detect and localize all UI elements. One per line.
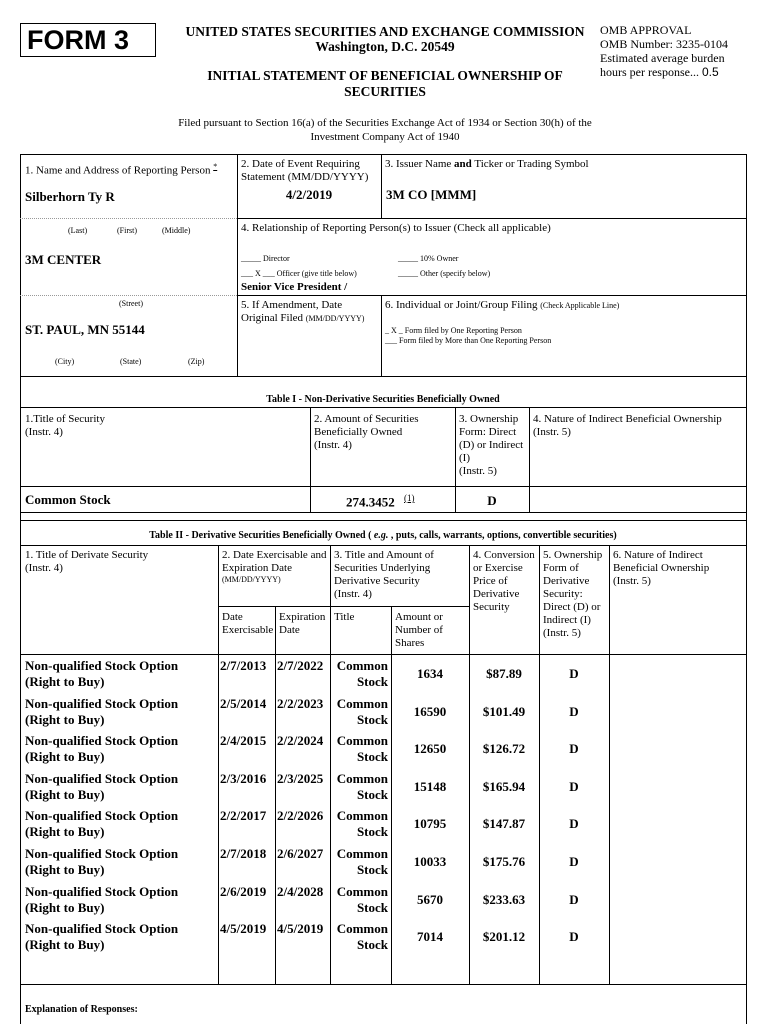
table2-row-expiration: 2/2/2023 [277,695,324,711]
table2-row-security-line: (Right to Buy) [25,749,105,765]
label-state: (State) [120,357,142,366]
relationship-director[interactable]: _____ Director [241,254,290,263]
table2-row-security [25,808,215,840]
table1-col4-header: 4. Nature of Indirect Beneficial Ownership (Instr. 5) [533,413,722,438]
table2-row-security-line: (Right to Buy) [25,937,105,953]
table2-row-security-line: Non-qualified Stock Option [25,770,179,786]
table2-row-security-line: Non-qualified Stock Option [25,808,179,824]
table2-row-expiration: 4/5/2019 [277,921,324,937]
table2-row-security [25,658,215,690]
table2-row-amount: 12650 [413,741,447,757]
table2-row-exercisable: 2/3/2016 [220,770,267,786]
table1-row-footnote[interactable]: (1) [404,493,415,503]
table2-title: Table II - Derivative Securities Beneficially Owned ( e.g. , puts, calls, warrants, options, convertible securities) [149,530,617,541]
table2-row-exercisable: 2/7/2013 [220,658,267,673]
table2-col1-header: 1. Title of Derivate Security (Instr. 4) [25,549,149,574]
street-address: 3M CENTER [25,252,102,267]
table2-row-price: $87.89 [486,666,522,681]
table2-row-price: $165.94 [482,778,526,794]
table2-row-underlying-title-line: Common [336,846,388,861]
table2-sub-amount: Amount or Number of Shares [395,611,443,649]
table1-col2-header: 2. Amount of Securities Beneficially Owned (Instr. 4) [314,413,419,451]
reporting-person-name: Silberhorn Ty R [25,189,115,204]
form-title-line2: SECURITIES [344,84,426,99]
relationship-other[interactable]: _____ Other (specify below) [398,269,491,278]
table2-row-exercisable: 2/4/2015 [220,733,267,749]
table2-row-exercisable: 4/5/2019 [220,921,267,937]
filed-by-one[interactable]: _ X _ Form filed by One Reporting Person [385,326,522,335]
table2-row-amount: 1634 [417,666,443,681]
table2-row-ownership-form: D [569,703,579,719]
table2-row-underlying-title-line: Common [336,921,388,937]
table2-row-underlying-title [330,696,388,728]
table2-row-underlying-title-line: Stock [356,711,388,727]
table2-row-underlying-title [330,658,388,690]
table2-row-expiration: 2/2/2026 [277,808,324,824]
table2-row-amount: 5670 [417,891,443,907]
table2-row-amount: 10033 [413,854,447,869]
omb-box [600,23,760,79]
table1-row-form: D [487,493,497,508]
table2-row-underlying-title-line: Stock [356,862,388,877]
label-first: (First) [117,226,137,235]
table2-row-security-line: Non-qualified Stock Option [25,733,179,749]
table2-row-security [25,733,215,765]
table2-row-underlying-title [330,771,388,803]
table2-row-price: $147.87 [482,816,526,832]
issuer-name: 3M CO [MMM] [386,187,477,202]
table2-row-security [25,696,215,728]
table2-row-underlying-title [330,921,388,953]
box1-footnote-mark: * [213,162,218,171]
table2-row-ownership-form: D [569,816,579,832]
table2-row-underlying-title-line: Common [336,808,388,824]
table1-title: Table I - Non-Derivative Securities Beneficially Owned [266,394,500,405]
city-state-zip: ST. PAUL, MN 55144 [25,322,145,337]
table2-row-underlying-title [330,733,388,765]
table2-row-security-line: Non-qualified Stock Option [25,695,179,711]
label-last: (Last) [68,226,88,235]
table2-row-underlying-title [330,808,388,840]
table2-row-security-line: (Right to Buy) [25,674,105,689]
form-title-line1: INITIAL STATEMENT OF BENEFICIAL OWNERSHIP OF [207,68,563,83]
omb-burden-value: 0.5 [701,65,719,79]
agency-location: Washington, D.C. 20549 [315,39,455,54]
label-zip: (Zip) [188,357,205,366]
table2-row-amount: 16590 [413,703,447,719]
table2-row-exercisable: 2/2/2017 [220,808,267,824]
agency-name: UNITED STATES SECURITIES AND EXCHANGE COMMISSION [185,24,585,39]
table2-row-security [25,884,215,916]
table2-row-security-line: Non-qualified Stock Option [25,846,179,861]
table2-row-exercisable: 2/5/2014 [220,695,267,711]
table2-row-price: $101.49 [482,703,526,719]
table2-row-underlying-title-line: Common [336,770,388,786]
table2-row-price: $126.72 [482,741,526,757]
filed-pursuant-line2: Investment Company Act of 1940 [310,131,460,143]
omb-approval: OMB APPROVAL [600,23,692,37]
table2-sub-date-exercisable: Date Exercisable [222,611,274,636]
table2-row-exercisable: 2/7/2018 [220,846,267,861]
table2-row-security-line: Non-qualified Stock Option [25,658,179,673]
table2-row-ownership-form: D [569,666,579,681]
table2-row-security [25,771,215,803]
table2-sub-expiration: Expiration Date [279,611,326,636]
table2-row-security-line: (Right to Buy) [25,786,105,802]
table2-row-underlying-title-line: Stock [356,824,388,840]
omb-burden-line2: hours per response... 0.5 [600,65,719,79]
table2-row-security-line: (Right to Buy) [25,824,105,840]
table2-row-ownership-form: D [569,778,579,794]
table2-sub-title: Title [334,611,355,623]
table2-col6-header: 6. Nature of Indirect Beneficial Ownership (Instr. 5) [613,549,710,587]
table2-row-ownership-form: D [569,929,579,945]
table2-row-security-line: Non-qualified Stock Option [25,883,179,899]
table2-col5-header: 5. Ownership Form of Derivative Security: Direct (D) or Indirect (I) (Instr. 5) [543,549,603,639]
table2-row-amount: 7014 [417,929,443,945]
table2-row-underlying-title [330,846,388,878]
table2-row-underlying-title-line: Common [336,733,388,749]
table1-col3-header: 3. Ownership Form: Direct (D) or Indirect (I) (Instr. 5) [459,413,524,477]
explanation-label: Explanation of Responses: [25,1004,138,1015]
table2-row-underlying-title-line: Stock [356,674,388,689]
omb-burden-line1: Estimated average burden [600,51,725,65]
table2-row-underlying-title-line: Stock [356,749,388,765]
table2-row-expiration: 2/4/2028 [277,883,324,899]
form-label: FORM 3 [20,23,156,57]
relationship-officer[interactable]: ___ X ___ Officer (give title below) [241,269,357,278]
table2-row-ownership-form: D [569,854,579,869]
table2-row-security [25,846,215,878]
table2-col2-header: 2. Date Exercisable and Expiration Date (MM/DD/YYYY) [222,549,327,584]
table2-row-price: $175.76 [482,854,526,869]
table2-col4-header: 4. Conversion or Exercise Price of Derivative Security [473,549,535,613]
table2-row-underlying-title [330,884,388,916]
table2-row-amount: 10795 [413,816,447,832]
filed-pursuant-line1: Filed pursuant to Section 16(a) of the Securities Exchange Act of 1934 or Section 30(h) of the [178,117,592,129]
event-date: 4/2/2019 [285,187,333,202]
table2-row-exercisable: 2/6/2019 [220,883,267,899]
relationship-ten-percent-owner[interactable]: _____ 10% Owner [398,254,459,263]
table2-row-expiration: 2/6/2027 [277,846,324,861]
table2-row-underlying-title-line: Common [336,883,388,899]
table1-row-title: Common Stock [25,492,111,507]
table2-row-security-line: Non-qualified Stock Option [25,921,179,937]
table2-row-security-line: (Right to Buy) [25,862,105,877]
table2-row-price: $201.12 [482,929,526,945]
table2-row-ownership-form: D [569,891,579,907]
box1-label: 1. Name and Address of Reporting Person * [25,162,218,177]
omb-number: OMB Number: 3235-0104 [600,37,728,51]
table2-row-underlying-title-line: Stock [356,899,388,915]
table2-col3-header: 3. Title and Amount of Securities Underlying Derivative Security (Instr. 4) [334,549,434,600]
table2-row-underlying-title-line: Common [336,695,388,711]
table1-row-amount: 274.3452 $^{(1)}$ [346,493,415,510]
label-middle: (Middle) [162,226,191,235]
table2-row-expiration: 2/7/2022 [277,658,324,673]
table1-col1-header: 1.Title of Security (Instr. 4) [25,413,105,438]
box4-label: 4. Relationship of Reporting Person(s) to Issuer (Check all applicable) [241,222,551,234]
table2-row-expiration: 2/2/2024 [277,733,324,749]
table2-row-underlying-title-line: Stock [356,786,388,802]
box5-label: 5. If Amendment, Date Original Filed (MM/DD/YYYY) [241,299,365,324]
label-city: (City) [55,357,75,366]
table2-row-price: $233.63 [482,891,526,907]
table2-row-security [25,921,215,953]
officer-title: Senior Vice President / [241,281,348,293]
table2-row-security-line: (Right to Buy) [25,899,105,915]
box3-label: 3. Issuer Name and Ticker or Trading Symbol [385,158,589,170]
box2-label: 2. Date of Event Requiring Statement (MM/DD/YYYY) [241,158,369,183]
table2-row-amount: 15148 [413,778,447,794]
table2-row-underlying-title-line: Stock [356,937,388,953]
box6-label: 6. Individual or Joint/Group Filing (Check Applicable Line) [385,299,620,311]
filed-by-more[interactable]: ___ Form filed by More than One Reporting Person [385,336,552,345]
table2-row-security-line: (Right to Buy) [25,711,105,727]
label-street: (Street) [119,299,143,308]
table2-row-underlying-title-line: Common [336,658,388,673]
table2-row-ownership-form: D [569,741,579,757]
table2-row-expiration: 2/3/2025 [277,770,324,786]
